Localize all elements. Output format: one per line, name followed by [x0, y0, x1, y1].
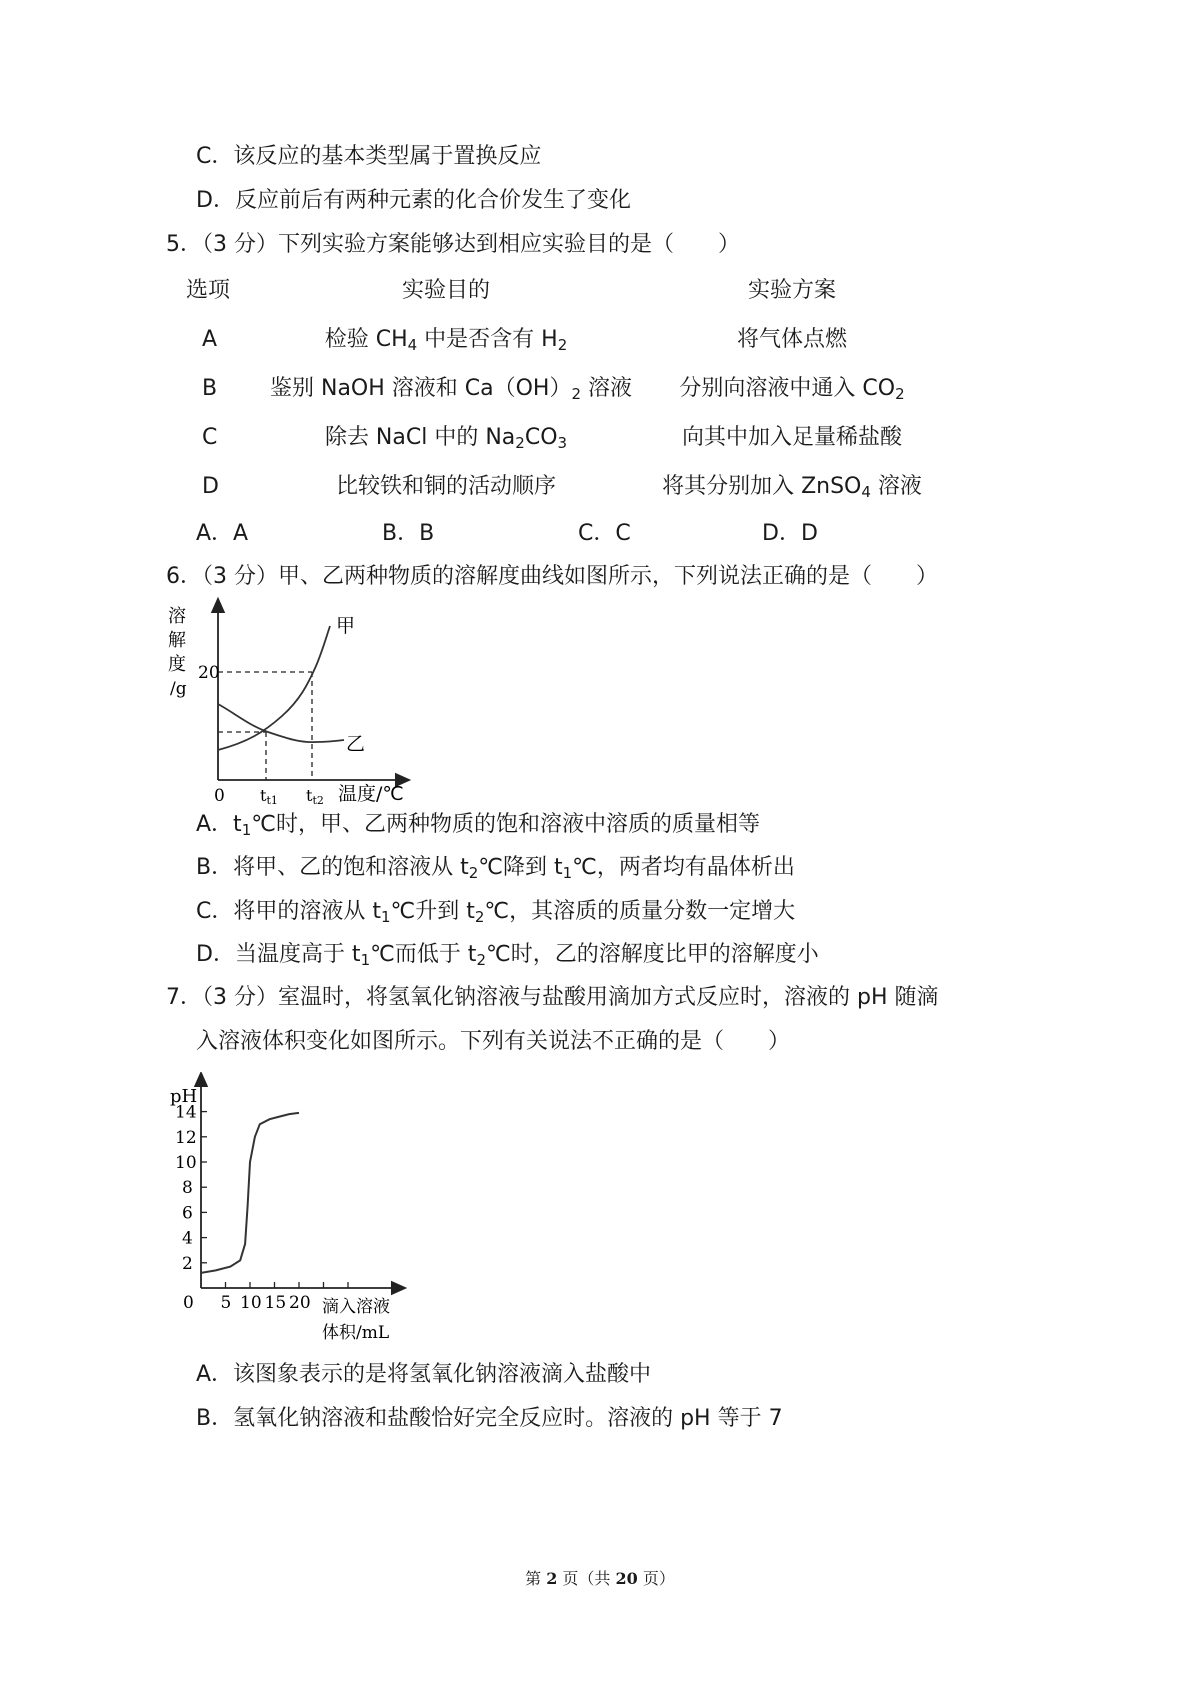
ylabel-char: 度 — [168, 654, 186, 675]
q5-row-goal: 鉴别 NaOH 溶液和 $Ca(OH)_2$ 溶液 — [270, 376, 633, 403]
x-tick-label: 5 — [220, 1293, 232, 1313]
q7-option-a: A．该图象表示的是将氢氧化钠溶液滴入盐酸中 — [196, 1362, 652, 1387]
xlabel: 温度/℃ — [338, 783, 404, 805]
y-tick-label: 4 — [182, 1228, 193, 1249]
x-tick-label: 10 — [240, 1293, 262, 1313]
q7-option-b: B．氢氧化钠溶液和盐酸恰好完全反应时。溶液的 pH 等于 7 — [196, 1406, 783, 1431]
q4-option-c: C．该反应的基本类型属于置换反应 — [196, 144, 542, 169]
q5-header-plan: 实验方案 — [747, 278, 836, 303]
q5-answer-a: A．A — [196, 521, 249, 546]
q5-row-goal: 比较铁和铜的活动顺序 — [335, 474, 556, 499]
q5-header-option: 选项 — [186, 278, 231, 303]
q5-answer-d: D．D — [762, 521, 818, 546]
x-tick-label: 20 — [289, 1293, 311, 1313]
origin-label: 0 — [214, 786, 225, 806]
x-tick-t1: tt1 — [260, 786, 278, 807]
q4-option-d: D．反应前后有两种元素的化合价发生了变化 — [196, 188, 631, 213]
q6-option-a: A．$t_1℃$时，甲、乙两种物质的饱和溶液中溶质的质量相等 — [196, 812, 760, 839]
page-footer: 第 2 页（共 20 页） — [525, 1569, 675, 1588]
q6-stem: 6．（3 分）甲、乙两种物质的溶解度曲线如图所示，下列说法正确的是（ ） — [166, 564, 938, 589]
q6-option-d: D．当温度高于 $t_1℃$而低于 $t_2℃$时，乙的溶解度比甲的溶解度小 — [196, 942, 819, 969]
ylabel: pH — [170, 1086, 198, 1107]
curve-jia — [218, 626, 330, 750]
q5-answer-b: B．B — [382, 521, 435, 546]
curve-jia-label: 甲 — [336, 615, 356, 637]
origin-label: 0 — [183, 1293, 194, 1313]
q5-row-plan: 向其中加入足量稀盐酸 — [681, 425, 902, 450]
q5-row-plan: 分别向溶液中通入 $CO_2$ — [679, 376, 905, 403]
xlabel-line2: 体积/mL — [322, 1323, 390, 1343]
q5-row-plan: 将气体点燃 — [736, 327, 847, 352]
q5-row-option: C — [202, 425, 218, 450]
q6-option-b: B．将甲、乙的饱和溶液从 $t_2℃$降到 $t_1℃$，两者均有晶体析出 — [196, 855, 795, 882]
y-tick-label: 14 — [175, 1102, 197, 1123]
q5-row-goal: 检验 $CH_4$ 中是否含有 $H_2$ — [324, 327, 568, 354]
y-tick-label: 8 — [182, 1178, 193, 1199]
q7-stem-line1: 7．（3 分）室温时，将氢氧化钠溶液与盐酸用滴加方式反应时，溶液的 pH 随滴 — [166, 985, 939, 1010]
ylabel-char: 溶 — [168, 606, 186, 627]
ph-chart — [160, 1072, 420, 1348]
q5-row-option: D — [202, 474, 219, 499]
curve-yi-label: 乙 — [346, 733, 366, 755]
xlabel-line1: 滴入溶液 — [322, 1297, 390, 1317]
y-tick-label: 10 — [175, 1153, 197, 1173]
q5-answer-c: C．C — [578, 521, 631, 546]
q7-stem-line2: 入溶液体积变化如图所示。下列有关说法不正确的是（ ） — [196, 1029, 791, 1054]
ph-curve — [201, 1113, 299, 1273]
ylabel-char: /g — [170, 679, 187, 699]
solubility-graph — [160, 596, 420, 808]
q5-row-option: B — [202, 376, 218, 401]
y-tick-label: 12 — [175, 1127, 197, 1148]
q6-option-c: C．将甲的溶液从 $t_1℃$升到 $t_2℃$，其溶质的质量分数一定增大 — [196, 899, 796, 926]
q5-row-option: A — [202, 327, 218, 352]
q5-header-goal: 实验目的 — [401, 278, 490, 303]
x-tick-label: 15 — [264, 1293, 287, 1313]
ylabel-char: 解 — [168, 630, 186, 651]
y-tick-label: 2 — [182, 1253, 193, 1274]
curve-yi — [218, 704, 344, 742]
q5-row-plan: 将其分别加入 ZnSO$_4$ 溶液 — [662, 474, 922, 501]
y-tick-label: 6 — [182, 1203, 193, 1224]
q5-stem: 5．（3 分）下列实验方案能够达到相应实验目的是（ ） — [166, 232, 740, 257]
q5-row-goal: 除去 NaCl 中的 $Na_2CO_3$ — [324, 425, 568, 452]
y-tick-20: 20 — [198, 663, 220, 683]
x-tick-t2: tt2 — [306, 786, 324, 807]
